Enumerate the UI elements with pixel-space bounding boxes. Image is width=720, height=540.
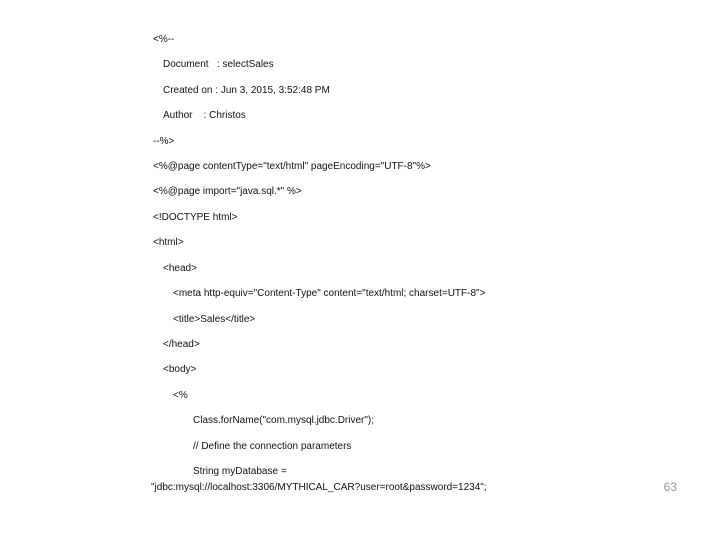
code-line-4: Author : Christos — [163, 110, 246, 121]
code-line-3: Created on : Jun 3, 2015, 3:52:48 PM — [163, 85, 330, 96]
code-line-17: // Define the connection parameters — [193, 441, 352, 452]
code-line-6: <%@page contentType="text/html" pageEncoding="UTF-8"%> — [153, 161, 431, 172]
code-line-12: <title>Sales</title> — [173, 314, 256, 325]
code-line-15: <% — [173, 390, 188, 401]
code-line-1: <%-- — [153, 34, 175, 45]
code-line-5: --%> — [153, 136, 175, 147]
code-line-11: <meta http-equiv="Content-Type" content="text/html; charset=UTF-8"> — [173, 288, 486, 299]
code-line-7: <%@page import="java.sql.*" %> — [153, 186, 302, 197]
code-line-13: </head> — [163, 339, 200, 350]
code-line-18: String myDatabase = — [193, 466, 287, 477]
code-line-10: <head> — [163, 263, 197, 274]
code-line-14: <body> — [163, 364, 197, 375]
code-line-2: Document : selectSales — [163, 59, 274, 70]
slide-number: 63 — [663, 480, 677, 494]
code-line-8: <!DOCTYPE html> — [153, 212, 238, 223]
code-line-19: "jdbc:mysql://localhost:3306/MYTHICAL_CAR?user=root&password=1234"; — [151, 482, 487, 493]
code-line-9: <html> — [153, 237, 184, 248]
code-line-16: Class.forName("com.mysql.jdbc.Driver"); — [193, 415, 375, 426]
